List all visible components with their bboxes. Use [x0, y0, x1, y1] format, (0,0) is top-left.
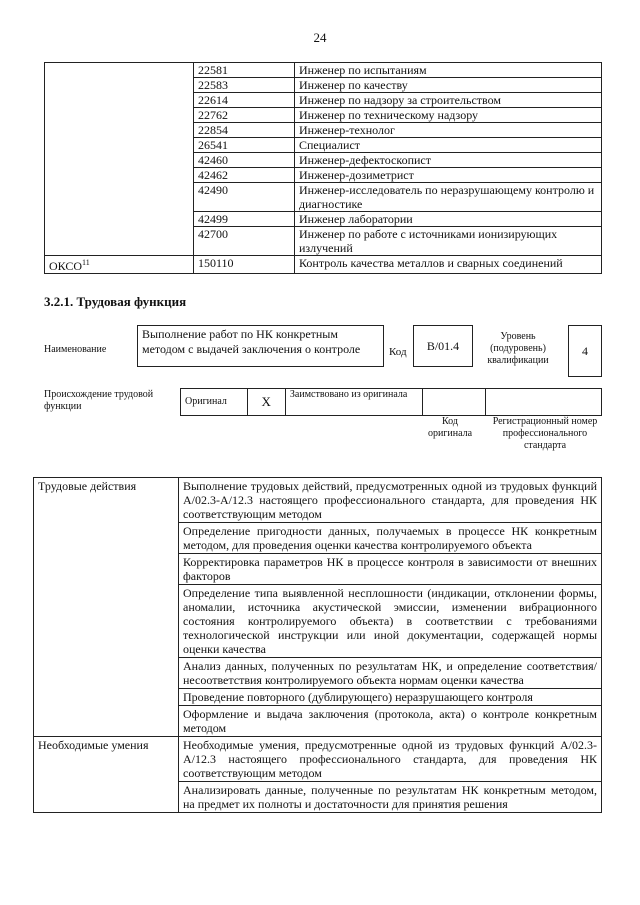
occupation-name-cell: Контроль качества металлов и сварных соединений: [295, 256, 602, 274]
code-cell: 42460: [194, 153, 295, 168]
code-cell: 42490: [194, 183, 295, 212]
occupation-name-cell: Инженер по качеству: [295, 78, 602, 93]
table-row: [45, 63, 602, 78]
table-row: [45, 168, 602, 183]
labor-function-table: [33, 477, 602, 813]
occupation-name-cell: Инженер по работе с источниками ионизирующих излучений: [295, 227, 602, 256]
function-code-value: B/01.4: [413, 325, 473, 367]
code-cell: 22854: [194, 123, 295, 138]
classifier-cell: [45, 123, 194, 138]
table-row: [45, 183, 602, 212]
classifier-cell: [45, 138, 194, 153]
original-code-cell: [422, 389, 485, 416]
table-row: [45, 212, 602, 227]
code-cell: 150110: [194, 256, 295, 274]
skill-group-label: Необходимые умения: [34, 737, 179, 813]
labor-action-group-label: Трудовые действия: [34, 478, 179, 737]
occupation-name-cell: Инженер по надзору за строительством: [295, 93, 602, 108]
origin-table: [180, 388, 602, 416]
classifier-cell: [45, 63, 194, 78]
borrowed-label: Заимствовано из оригинала: [285, 389, 422, 416]
occupation-name-cell: Инженер-дефектоскопист: [295, 153, 602, 168]
table-row: [34, 737, 602, 782]
classifier-cell: [45, 168, 194, 183]
original-label: Оригинал: [181, 389, 248, 416]
classifier-cell: [45, 78, 194, 93]
origin-label: Происхождение трудовой функции: [44, 389, 154, 412]
function-name-value: Выполнение работ по НК конкретным методом с выдачей заключения о контроле: [137, 325, 384, 367]
function-name-label: Наименование: [44, 344, 107, 355]
code-cell: 42462: [194, 168, 295, 183]
table-row: [45, 78, 602, 93]
code-cell: 22614: [194, 93, 295, 108]
caption-original-code: Код оригинала: [427, 416, 473, 439]
reg-number-cell: [486, 389, 602, 416]
code-cell: 22583: [194, 78, 295, 93]
classifier-cell: [45, 256, 194, 274]
table-row: [34, 478, 602, 523]
labor-action-item: Проведение повторного (дублирующего) неразрушающего контроля: [179, 689, 602, 706]
table-row: [45, 108, 602, 123]
occupation-codes-table: [44, 62, 602, 274]
occupation-name-cell: Инженер по испытаниям: [295, 63, 602, 78]
code-cell: 26541: [194, 138, 295, 153]
code-cell: 22581: [194, 63, 295, 78]
skill-item: Необходимые умения, предусмотренные одной из трудовых функций А/02.3-А/12.3 настоящего профессионального стандарта, для проведения НК соответствующим методом: [179, 737, 602, 782]
code-cell: 42499: [194, 212, 295, 227]
occupation-name-cell: Инженер-исследователь по неразрушающему контролю и диагностике: [295, 183, 602, 212]
classifier-footnote: 11: [82, 258, 90, 267]
classifier-name: ОКСО: [49, 259, 83, 273]
labor-action-item: Выполнение трудовых действий, предусмотренных одной из трудовых функций А/02.3-А/12.3 настоящего профессионального стандарта, для проведения НК соответствующим методом: [179, 478, 602, 523]
labor-action-item: Корректировка параметров НК в процессе контроля в зависимости от внешних факторов: [179, 554, 602, 585]
occupation-name-cell: Инженер-технолог: [295, 123, 602, 138]
labor-action-item: Определение типа выявленной несплошности (индикации, отклонении формы, аномалии, источника акустической эмиссии, изменении вибрационного состояния контролируемого объекта) в соответствии с требованиями технологической инструкции или иной документации, содержащей нормы оценки качества: [179, 585, 602, 658]
classifier-cell: [45, 108, 194, 123]
classifier-cell: [45, 93, 194, 108]
classifier-cell: [45, 183, 194, 212]
qualification-level-value: 4: [568, 325, 602, 377]
caption-reg-number: Регистрационный номер профессионального стандарта: [492, 416, 598, 451]
labor-action-item: Оформление и выдача заключения (протокола, акта) о контроле конкретным методом: [179, 706, 602, 737]
classifier-cell: [45, 227, 194, 256]
code-cell: 22762: [194, 108, 295, 123]
table-row: [45, 123, 602, 138]
section-heading: 3.2.1. Трудовая функция: [44, 294, 187, 309]
function-code-label: Код: [389, 346, 407, 358]
qualification-level-label: Уровень (подуровень) квалификации: [487, 331, 549, 366]
occupation-name-cell: Специалист: [295, 138, 602, 153]
occupation-name-cell: Инженер лаборатории: [295, 212, 602, 227]
skill-item: Анализировать данные, полученные по результатам НК конкретным методом, на предмет их полноты и достаточности для принятия решения: [179, 782, 602, 813]
occupation-name-cell: Инженер-дозиметрист: [295, 168, 602, 183]
code-cell: 42700: [194, 227, 295, 256]
labor-action-item: Анализ данных, полученных по результатам НК, и определение соответствия/несоответствия контролируемого объекта нормам оценки качества: [179, 658, 602, 689]
table-row: [45, 153, 602, 168]
page-number: 24: [313, 30, 327, 45]
table-row: [45, 227, 602, 256]
occupation-name-cell: Инженер по техническому надзору: [295, 108, 602, 123]
classifier-cell: [45, 212, 194, 227]
table-row: [45, 93, 602, 108]
classifier-cell: [45, 153, 194, 168]
table-row: [45, 138, 602, 153]
labor-action-item: Определение пригодности данных, получаемых в процессе НК конкретным методом, для проведения оценки качества контролируемого объекта: [179, 523, 602, 554]
table-row: [45, 256, 602, 274]
original-mark: X: [247, 389, 285, 416]
